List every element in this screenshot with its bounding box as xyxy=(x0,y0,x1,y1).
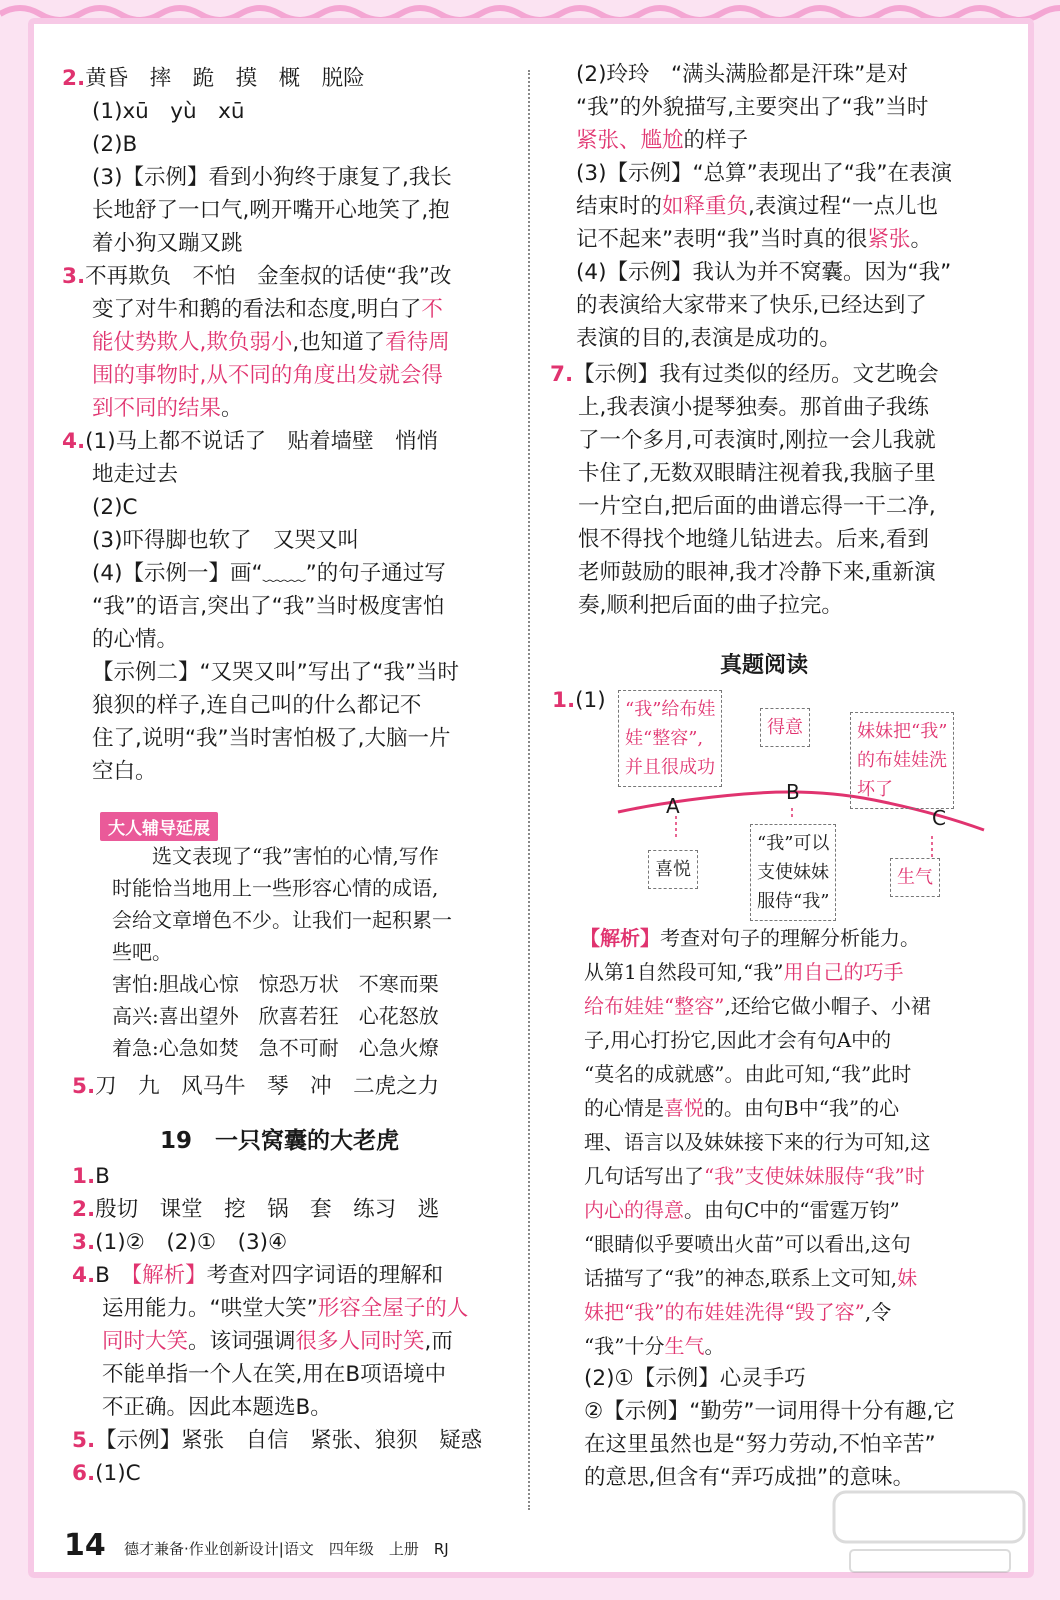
r6-line9: 表演的目的,表演是成功的。 xyxy=(576,326,841,351)
q3-line3: 能仗势欺人,欺负弱小,也知道了看待周 xyxy=(92,330,450,355)
q2-line5: 长地舒了一口气,咧开嘴开心地笑了,抱 xyxy=(92,198,450,223)
l4-line1: 4.B 【解析】考查对四字词语的理解和 xyxy=(72,1263,444,1288)
l6: 6.(1)C xyxy=(72,1461,141,1486)
page-number: 14 xyxy=(64,1528,106,1563)
an-line13: “我”十分生气。 xyxy=(584,1334,725,1358)
q4-line4: (3)吓得脚也软了 又哭又叫 xyxy=(92,528,359,553)
ext-line4: 些吧。 xyxy=(112,940,172,964)
q2-line4: (3)【示例】看到小狗终于康复了,我长 xyxy=(92,165,452,190)
r6-line1: (2)玲玲 “满头满脸都是汗珠”是对 xyxy=(576,62,909,87)
an-line9: 内心的得意。由句C中的“雷霆万钧” xyxy=(584,1198,900,1222)
q4-line9: 狼狈的样子,连自己叫的什么都记不 xyxy=(92,693,422,718)
l5: 5.【示例】紧张 自信 紧张、狼狈 疑惑 xyxy=(72,1428,483,1453)
ext-line3: 会给文章增色不少。让我们一起积累一 xyxy=(112,908,452,932)
an-line7: 理、语言以及妹妹接下来的行为可知,这 xyxy=(584,1130,931,1154)
q3-line1: 3.不再欺负 不怕 金奎叔的话使“我”改 xyxy=(62,264,452,289)
r7-line2: 上,我表演小提琴独奏。那首曲子我练 xyxy=(578,395,929,420)
r7-line8: 奏,顺利把后面的曲子拉完。 xyxy=(578,593,843,618)
l4-line5: 不正确。因此本题选B。 xyxy=(102,1395,332,1420)
ext-line2: 时能恰当地用上一些形容心情的成语, xyxy=(112,876,439,900)
an-line3: 给布娃娃“整容”,还给它做小帽子、小裙 xyxy=(584,994,931,1018)
watermark-logo xyxy=(830,1482,1030,1582)
r7-line1: 7.【示例】我有过类似的经历。文艺晚会 xyxy=(550,362,939,387)
q2b-line4: 的意思,但含有“弄巧成拙”的意味。 xyxy=(584,1465,915,1490)
q4-line3: (2)C xyxy=(92,495,138,520)
diagram-c-feeling: 生气 xyxy=(890,858,940,897)
label-a: A xyxy=(666,794,680,818)
l3: 3.(1)② (2)① (3)④ xyxy=(72,1230,288,1255)
diagram-a-feeling: 喜悦 xyxy=(648,850,698,889)
q4-line6: “我”的语言,突出了“我”当时极度害怕 xyxy=(92,594,445,619)
q4-line8: 【示例二】“又哭又叫”写出了“我”当时 xyxy=(92,660,460,685)
diagram-box-1: “我”给布娃 娃“整容”, 并且很成功 xyxy=(618,690,722,787)
l4-line3: 同时大笑。该词强调很多人同时笑,而 xyxy=(102,1329,453,1354)
q3-line2: 变了对牛和鹅的看法和态度,明白了不 xyxy=(92,297,443,322)
q4-line10: 住了,说明“我”当时害怕极了,大脑一片 xyxy=(92,726,451,751)
ext-line5: 害怕:胆战心惊 惊恐万状 不寒而栗 xyxy=(112,972,439,996)
l1: 1.B xyxy=(72,1164,110,1189)
an-line4: 子,用心打扮它,因此才会有句A中的 xyxy=(584,1028,892,1052)
q4-line11: 空白。 xyxy=(92,759,157,784)
q3-line4: 围的事物时,从不同的角度出发就会得 xyxy=(92,363,443,388)
q2-line2: (1)xū yù xū xyxy=(92,99,245,124)
an-line2: 从第1自然段可知,“我”用自己的巧手 xyxy=(584,960,904,984)
r6-line7: (4)【示例】我认为并不窝囊。因为“我” xyxy=(576,260,952,285)
l2: 2.殷切 课堂 挖 锅 套 练习 逃 xyxy=(72,1197,440,1222)
label-b: B xyxy=(786,780,800,804)
an-line6: 的心情是喜悦的。由句B中“我”的心 xyxy=(584,1096,900,1120)
emotion-diagram xyxy=(614,688,990,928)
r7-line6: 恨不得找个地缝儿钻进去。后来,看到 xyxy=(578,527,929,552)
r6-line3: 紧张、尴尬的样子 xyxy=(576,128,749,153)
q2b-line3: 在这里虽然也是“努力劳动,不怕辛苦” xyxy=(584,1432,936,1457)
r6-line6: 记不起来”表明“我”当时真的很紧张。 xyxy=(576,227,932,252)
l4-line2: 运用能力。“哄堂大笑”形容全屋子的人 xyxy=(102,1296,469,1321)
q4-line5: (4)【示例一】画“﹏﹏”的句子通过写 xyxy=(92,561,446,586)
an-line5: “莫名的成就感”。由此可知,“我”此时 xyxy=(584,1062,912,1086)
q3-line5: 到不同的结果。 xyxy=(92,396,243,421)
q2b-line1: (2)①【示例】心灵手巧 xyxy=(584,1366,806,1391)
column-divider xyxy=(528,70,530,1510)
an-line1: 【解析】考查对句子的理解分析能力。 xyxy=(580,926,920,950)
q5-line1: 5.刀 九 风马牛 琴 冲 二虎之力 xyxy=(72,1074,440,1099)
an-line10: “眼睛似乎要喷出火苗”可以看出,这句 xyxy=(584,1232,911,1256)
q4-line1: 4.(1)马上都不说话了 贴着墙壁 悄悄 xyxy=(62,429,439,454)
diagram-b-sub: “我”可以 支使妹妹 服侍“我” xyxy=(750,824,836,921)
r7-line3: 了一个多月,可表演时,刚拉一会儿我就 xyxy=(578,428,936,453)
r6-line5: 结束时的如释重负,表演过程“一点儿也 xyxy=(576,194,939,219)
r6-line2: “我”的外貌描写,主要突出了“我”当时 xyxy=(576,95,929,120)
q2-line6: 着小狗又蹦又跳 xyxy=(92,231,243,256)
q2-line3: (2)B xyxy=(92,132,138,157)
r7-line4: 卡住了,无数双眼睛注视着我,我脑子里 xyxy=(578,461,936,486)
r1-label: 1.(1) xyxy=(552,688,606,713)
q2b-line2: ②【示例】“勤劳”一词用得十分有趣,它 xyxy=(584,1399,955,1424)
section-title: 真题阅读 xyxy=(720,653,809,678)
q2-line1: 2.黄昏 摔 跪 摸 概 脱险 xyxy=(62,66,365,91)
q4-line2: 地走过去 xyxy=(92,462,179,487)
footer-text: 德才兼备·作业创新设计|语文 四年级 上册 RJ xyxy=(124,1540,449,1558)
ext-line7: 着急:心急如焚 急不可耐 心急火燎 xyxy=(112,1036,439,1060)
diagram-box-2: 得意 xyxy=(760,708,810,747)
r7-line5: 一片空白,把后面的曲谱忘得一干二净, xyxy=(578,494,936,519)
an-line11: 话描写了“我”的神态,联系上文可知,妹 xyxy=(584,1266,918,1290)
r6-line8: 的表演给大家带来了快乐,已经达到了 xyxy=(576,293,927,318)
lesson-title: 19 一只窝囊的大老虎 xyxy=(160,1128,400,1154)
l4-line4: 不能单指一个人在笑,用在B项语境中 xyxy=(102,1362,447,1387)
ext-line1: 选文表现了“我”害怕的心情,写作 xyxy=(112,844,439,868)
label-c: C xyxy=(932,806,946,830)
q4-line7: 的心情。 xyxy=(92,627,179,652)
an-line12: 妹把“我”的布娃娃洗得“毁了容”,令 xyxy=(584,1300,892,1324)
ext-line6: 高兴:喜出望外 欣喜若狂 心花怒放 xyxy=(112,1004,439,1028)
r6-line4: (3)【示例】“总算”表现出了“我”在表演 xyxy=(576,161,953,186)
diagram-box-3: 妹妹把“我” 的布娃娃洗 坏了 xyxy=(850,712,954,809)
extension-tag: 大人辅导延展 xyxy=(100,812,218,841)
r7-line7: 老师鼓励的眼神,我才冷静下来,重新演 xyxy=(578,560,936,585)
an-line8: 几句话写出了“我”支使妹妹服侍“我”时 xyxy=(584,1164,925,1188)
